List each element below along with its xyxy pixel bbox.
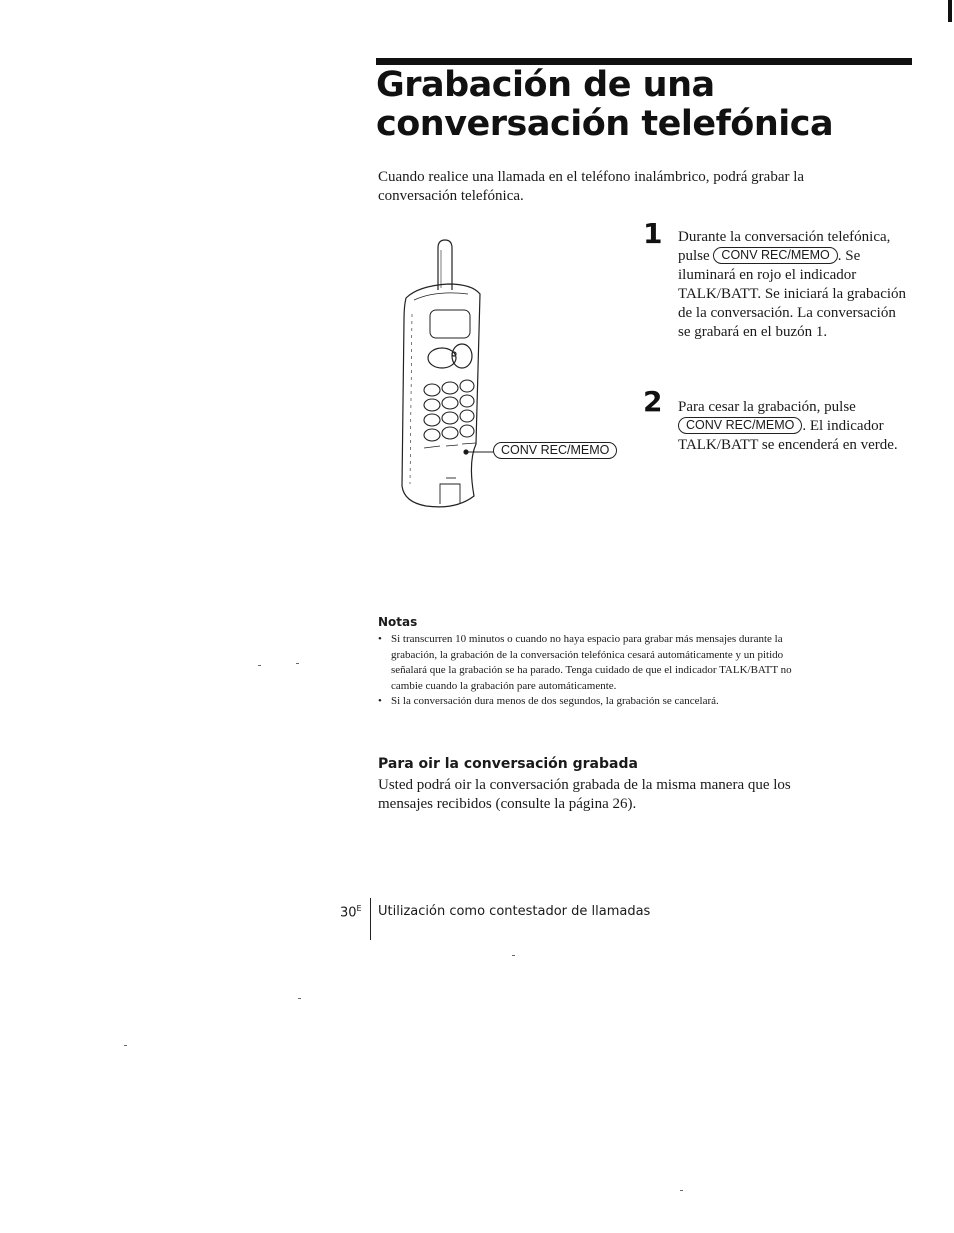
- step-2-number: 2: [643, 385, 663, 418]
- phone-top-keys: [428, 344, 472, 368]
- step-2-instruction: Para cesar la grabación, pulse: [678, 399, 856, 415]
- step-2-period: .: [802, 418, 807, 434]
- step-2-text: [678, 398, 910, 455]
- bullet-icon: •: [378, 695, 382, 707]
- step-1-detail: Se iluminará en rojo el indicador TALK/BATT. Se iniciará la grabación de la conversación. La conversación se grabará en el buzón 1.: [678, 248, 907, 340]
- phone-display: [430, 310, 470, 338]
- phone-function-keys: [424, 443, 476, 448]
- page-number: $30^E$: [340, 904, 362, 921]
- notes-heading: Notas: [378, 615, 418, 629]
- intro-paragraph: Cuando realice una llamada en el teléfono inalámbrico, podrá grabar la conversación telefónica.: [378, 169, 805, 204]
- title-rule: [376, 58, 912, 65]
- phone-keypad: [424, 380, 474, 441]
- subsection-paragraph: Usted podrá oir la conversación grabada de la misma manera que los mensajes recibidos (consulte la página 26).: [378, 777, 791, 812]
- step-2-detail: El indicador TALK/BATT se encenderá en verde.: [678, 418, 898, 453]
- phone-base-connector: [440, 478, 460, 504]
- scan-speck: [124, 1045, 127, 1046]
- conv-rec-memo-label: CONV REC/MEMO: [493, 442, 617, 459]
- scan-speck: [296, 663, 299, 664]
- cordless-phone-illustration: [396, 234, 622, 514]
- note-item: • Si transcurren 10 minutos o cuando no haya espacio para grabar más mensajes durante la grabación, la grabación de la conversación telefónica cesará automáticamente y un pitido señalará que la grabación se ha parado. Tenga cuidado de que el indicador TALK/BATT no cambie cuando la grabación pare automáticamente.: [378, 633, 792, 692]
- step-1-instruction: Durante la conversación telefónica, pulse: [678, 229, 891, 264]
- page-title: Grabación de una conversación telefónica: [376, 65, 834, 144]
- scan-speck: [512, 955, 515, 956]
- footer-section-title: Utilización como contestador de llamadas: [378, 904, 651, 919]
- phone-antenna: [438, 240, 452, 290]
- scan-speck: [258, 665, 261, 666]
- step-1-number: 1: [643, 217, 663, 250]
- notes-list: [378, 632, 808, 710]
- conv-rec-memo-button: CONV REC/MEMO: [678, 417, 802, 434]
- step-1-period: .: [837, 248, 842, 264]
- footer-divider: [370, 898, 371, 940]
- edge-mark: [948, 0, 952, 22]
- note-item: • Si la conversación dura menos de dos segundos, la grabación se cancelará.: [378, 694, 808, 710]
- step-1-text: [678, 228, 910, 342]
- conv-rec-memo-key-dot: [464, 450, 468, 454]
- scan-speck: [680, 1190, 683, 1191]
- bullet-icon: •: [378, 633, 382, 645]
- page-suffix: E: [356, 904, 362, 913]
- subsection-heading: Para oir la conversación grabada: [378, 756, 638, 772]
- scan-speck: [298, 998, 301, 999]
- conv-rec-memo-button: CONV REC/MEMO: [713, 247, 837, 264]
